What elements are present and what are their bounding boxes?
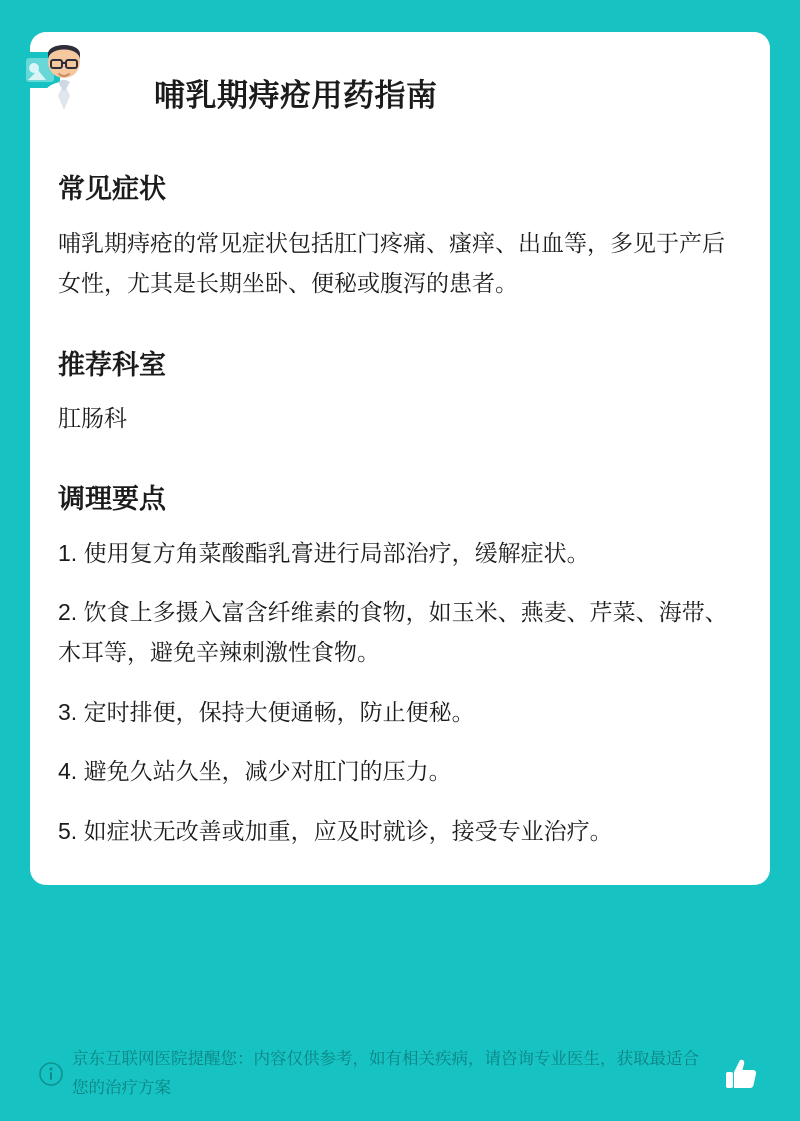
thumbs-up-icon[interactable] [722, 1054, 762, 1094]
footer-disclaimer: 京东互联网医院提醒您：内容仅供参考，如有相关疾病，请咨询专业医生，获取最适合您的治疗方案 [72, 1050, 699, 1098]
list-item: 5. 如症状无改善或加重，应及时就诊，接受专业治疗。 [58, 817, 613, 844]
care-tips-list [58, 534, 742, 851]
info-circle-icon [38, 1061, 64, 1087]
department-value: 肛肠科 [58, 405, 127, 432]
section-heading-department: 推荐科室 [58, 350, 166, 381]
list-item: 4. 避免久站久坐，减少对肛门的压力。 [58, 758, 452, 785]
doctor-avatar-icon [18, 18, 100, 110]
page-title: 哺乳期痔疮用药指南 [154, 78, 438, 113]
section-heading-symptoms: 常见症状 [58, 174, 166, 204]
list-item: 3. 定时排便，保持大便通畅，防止便秘。 [58, 698, 475, 725]
list-item: 1. 使用复方角菜酸酯乳膏进行局部治疗，缓解症状。 [58, 539, 590, 566]
content-card [30, 32, 770, 885]
symptoms-body: 哺乳期痔疮的常见症状包括肛门疼痛、瘙痒、出血等，多见于产后女性，尤其是长期坐卧、便秘或腹泻的患者。 [58, 230, 725, 296]
section-heading-care: 调理要点 [58, 483, 166, 514]
footer-bar [30, 1045, 770, 1103]
list-item: 2. 饮食上多摄入富含纤维素的食物，如玉米、燕麦、芹菜、海带、木耳等，避免辛辣刺激性食物。 [58, 599, 728, 665]
